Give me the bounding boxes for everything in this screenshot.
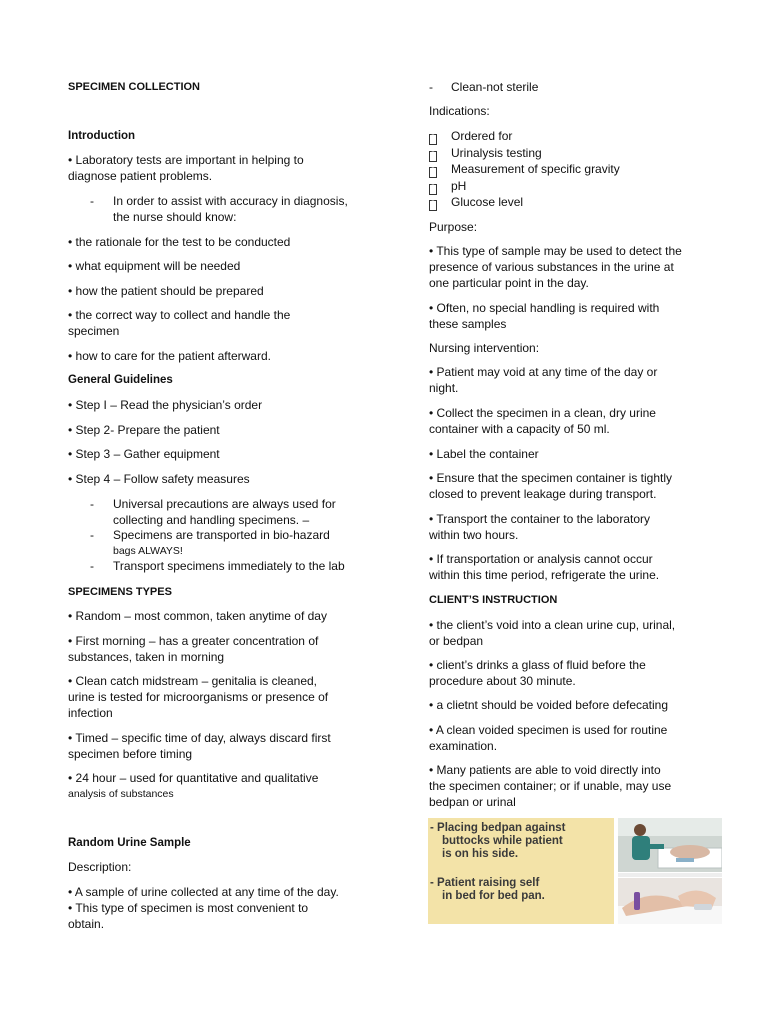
dash-bullet: -: [90, 194, 94, 208]
intervention-line: • Collect the specimen in a clean, dry urine: [429, 406, 656, 420]
intervention-line: container with a capacity of 50 ml.: [429, 422, 610, 436]
description-item: • This type of specimen is most convenient to: [68, 901, 309, 915]
indication-item: Glucose level: [451, 195, 524, 209]
step-item: • Step 3 – Gather equipment: [68, 447, 220, 461]
nurse-bedpan-photo: [618, 818, 722, 872]
instruction-line: • client’s drinks a glass of fluid before the: [429, 658, 646, 672]
type-item: • First morning – has a greater concentration of: [68, 634, 319, 648]
type-item: specimen before timing: [68, 747, 193, 761]
type-item: substances, taken in morning: [68, 650, 225, 664]
random-urine-heading: Random Urine Sample: [68, 837, 191, 849]
checkbox-bullet-icon: ?: [430, 167, 436, 177]
intervention-line: • Transport the container to the laboratory: [429, 512, 650, 526]
intervention-line: night.: [429, 381, 459, 395]
safety-item: Universal precautions are always used for: [113, 497, 336, 511]
purpose-line: • Often, no special handling is required with: [429, 301, 660, 315]
step-item: • Step I – Read the physician’s order: [68, 398, 263, 412]
instruction-line: the specimen container; or if unable, may use: [429, 779, 672, 793]
step-item: • Step 4 – Follow safety measures: [68, 472, 250, 486]
description-item: obtain.: [68, 917, 105, 931]
instruction-line: bedpan or urinal: [429, 795, 516, 809]
dash-bullet: -: [90, 497, 94, 511]
indication-item: Ordered for: [451, 129, 513, 143]
caption-line: in bed for bed pan.: [442, 890, 545, 902]
photo-caption-strip: [618, 873, 722, 877]
intervention-line: closed to prevent leakage during transport.: [429, 487, 657, 501]
nursing-intervention-label: Nursing intervention:: [429, 341, 540, 355]
knowledge-item: • how the patient should be prepared: [68, 284, 264, 298]
step-item: • Step 2- Prepare the patient: [68, 423, 220, 437]
knowledge-item: • the rationale for the test to be conducted: [68, 235, 291, 249]
dash-bullet: -: [90, 559, 94, 573]
purpose-line: • This type of sample may be used to detect the: [429, 244, 682, 258]
client-instruction-heading: CLIENT’S INSTRUCTION: [429, 594, 558, 606]
instruction-line: • Many patients are able to void directly into: [429, 763, 661, 777]
type-item: • Random – most common, taken anytime of day: [68, 609, 327, 623]
type-item: urine is tested for microorganisms or presence of: [68, 690, 329, 704]
purpose-label: Purpose:: [429, 220, 478, 234]
type-item: infection: [68, 706, 113, 720]
intervention-line: • If transportation or analysis cannot occur: [429, 552, 653, 566]
type-item: • 24 hour – used for quantitative and qualitative: [68, 771, 319, 785]
caption-line: - Patient raising self: [430, 877, 540, 889]
caption-line: buttocks while patient: [442, 835, 563, 847]
safety-item: Specimens are transported in bio-hazard: [113, 528, 330, 542]
knowledge-item: • what equipment will be needed: [68, 259, 241, 273]
intervention-line: within two hours.: [429, 528, 519, 542]
intro-text-line: • Laboratory tests are important in helping to: [68, 153, 304, 167]
knowledge-item: • the correct way to collect and handle the: [68, 308, 291, 322]
instruction-line: • the client’s void into a clean urine cup, urinal,: [429, 618, 676, 632]
intro-sub-line: the nurse should know:: [113, 210, 237, 224]
intro-heading: Introduction: [68, 130, 136, 142]
patient-raising-photo: [618, 878, 722, 924]
caption-line: - Placing bedpan against: [430, 822, 566, 834]
indication-item: pH: [451, 179, 467, 193]
type-item: analysis of substances: [68, 788, 174, 800]
purpose-line: one particular point in the day.: [429, 276, 589, 290]
indications-label: Indications:: [429, 104, 490, 118]
dash-bullet: -: [90, 528, 94, 542]
indication-item: Urinalysis testing: [451, 146, 542, 160]
guidelines-heading: General Guidelines: [68, 374, 173, 386]
type-item: • Clean catch midstream – genitalia is cleaned,: [68, 674, 317, 688]
purpose-line: presence of various substances in the urine at: [429, 260, 674, 274]
clean-note: Clean-not sterile: [451, 80, 539, 94]
instruction-line: • a clietnt should be voided before defecating: [429, 698, 669, 712]
dash-bullet: -: [429, 80, 433, 94]
checkbox-bullet-icon: ?: [430, 184, 436, 194]
document-title: SPECIMEN COLLECTION: [68, 81, 201, 93]
intervention-line: • Label the container: [429, 447, 539, 461]
intro-sub-line: In order to assist with accuracy in diagnosis,: [113, 194, 348, 208]
safety-item: collecting and handling specimens. –: [113, 513, 310, 527]
intro-text-line: diagnose patient problems.: [68, 169, 213, 183]
knowledge-item: • how to care for the patient afterward.: [68, 349, 271, 363]
knowledge-item: specimen: [68, 324, 120, 338]
instruction-line: or bedpan: [429, 634, 484, 648]
type-item: • Timed – specific time of day, always discard first: [68, 731, 331, 745]
checkbox-bullet-icon: ?: [430, 134, 436, 144]
intervention-line: • Ensure that the specimen container is tightly: [429, 471, 672, 485]
intervention-line: within this time period, refrigerate the urine.: [429, 568, 660, 582]
intervention-line: • Patient may void at any time of the day or: [429, 365, 658, 379]
instruction-line: examination.: [429, 739, 498, 753]
instruction-line: procedure about 30 minute.: [429, 674, 576, 688]
safety-item: Transport specimens immediately to the lab: [113, 559, 345, 573]
checkbox-bullet-icon: ?: [430, 200, 436, 210]
caption-line: is on his side.: [442, 848, 519, 860]
instruction-line: • A clean voided specimen is used for routine: [429, 723, 668, 737]
bedpan-figure: [428, 818, 722, 924]
checkbox-bullet-icon: ?: [430, 151, 436, 161]
figure-caption-panel: [428, 818, 614, 924]
indication-item: Measurement of specific gravity: [451, 162, 620, 176]
description-label: Description:: [68, 860, 132, 874]
description-item: • A sample of urine collected at any time of the day.: [68, 885, 339, 899]
types-heading: SPECIMENS TYPES: [68, 586, 172, 598]
purpose-line: these samples: [429, 317, 507, 331]
safety-item: bags ALWAYS!: [113, 545, 183, 557]
